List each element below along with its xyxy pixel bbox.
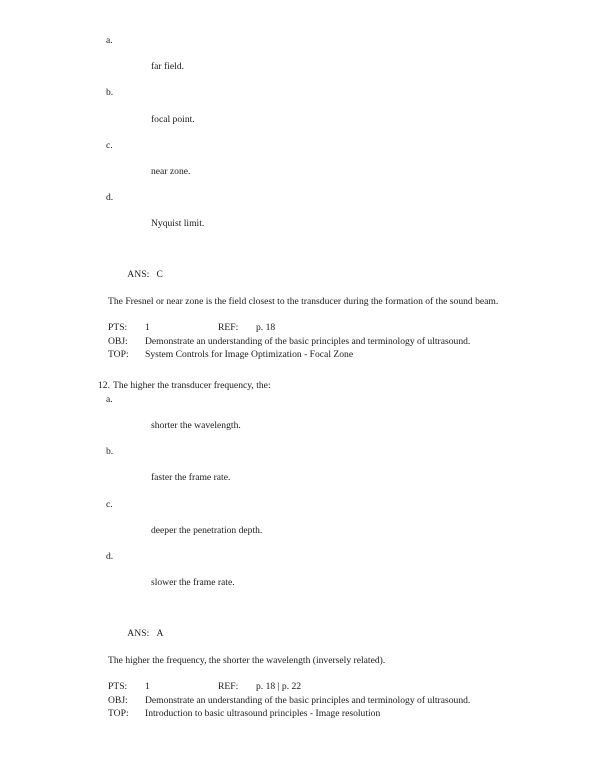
option-text: Nyquist limit. xyxy=(150,218,205,230)
option-letter: c. xyxy=(106,498,113,510)
answer-options-list-11 xyxy=(0,34,600,244)
option-text: deeper the penetration depth. xyxy=(150,524,263,536)
option-item[interactable] xyxy=(0,445,600,497)
option-letter: d. xyxy=(106,551,114,563)
pts-label: PTS: xyxy=(108,681,128,693)
pts-value: 1 xyxy=(145,322,150,334)
answer-options-list-12 xyxy=(0,393,600,603)
option-text: near zone. xyxy=(150,165,191,177)
obj-label: OBJ: xyxy=(108,335,128,347)
pts-label: PTS: xyxy=(108,322,128,334)
question-block-12 xyxy=(0,379,600,720)
meta-row-top xyxy=(108,707,600,720)
answer-value: C xyxy=(156,268,163,280)
option-item[interactable] xyxy=(0,191,600,243)
answer-label: ANS: xyxy=(127,268,150,280)
answer-label: ANS: xyxy=(127,627,150,639)
option-text: far field. xyxy=(150,61,185,73)
meta-row-top xyxy=(108,348,600,361)
ref-label: REF: xyxy=(218,322,239,334)
option-item[interactable] xyxy=(0,393,600,445)
obj-value: Demonstrate an understanding of the basic principles and terminology of ultrasound. xyxy=(145,694,471,706)
question-number: 12. xyxy=(98,380,110,392)
answer-explanation: The higher the frequency, the shorter the wavelength (inversely related). xyxy=(108,654,386,666)
top-label: TOP: xyxy=(108,349,129,361)
answer-row xyxy=(0,613,600,653)
meta-row-pts xyxy=(108,321,600,334)
option-item[interactable] xyxy=(0,498,600,550)
top-value: Introduction to basic ultrasound principles - Image resolution xyxy=(145,707,381,719)
option-letter: c. xyxy=(106,139,113,151)
question-metadata-11 xyxy=(0,321,600,361)
answer-value: A xyxy=(156,627,164,639)
ref-value: p. 18 xyxy=(256,322,276,334)
option-text: shorter the wavelength. xyxy=(150,420,241,432)
ref-label: REF: xyxy=(218,681,239,693)
option-letter: a. xyxy=(106,35,113,46)
obj-value: Demonstrate an understanding of the basic principles and terminology of ultrasound. xyxy=(145,335,471,347)
pts-value: 1 xyxy=(145,681,150,693)
option-text: focal point. xyxy=(150,113,195,125)
obj-label: OBJ: xyxy=(108,694,128,706)
option-text: slower the frame rate. xyxy=(150,577,235,589)
question-metadata-12 xyxy=(0,680,600,720)
meta-row-obj xyxy=(108,335,600,348)
page-content xyxy=(0,34,600,720)
meta-row-pts xyxy=(108,680,600,693)
question-block-11 xyxy=(0,34,600,361)
question-stem: The higher the transducer frequency, the: xyxy=(113,380,271,392)
option-item[interactable] xyxy=(0,34,600,86)
meta-row-obj xyxy=(108,694,600,707)
option-item[interactable] xyxy=(0,550,600,602)
top-value: System Controls for Image Optimization - Focal Zone xyxy=(145,349,354,361)
option-letter: b. xyxy=(106,87,114,99)
answer-explanation: The Fresnel or near zone is the field closest to the transducer during the formation of the sound beam. xyxy=(108,295,499,307)
option-letter: b. xyxy=(106,446,114,458)
option-letter: a. xyxy=(106,393,113,405)
question-stem-row xyxy=(0,379,600,392)
option-text: faster the frame rate. xyxy=(150,472,231,484)
answer-row xyxy=(0,255,600,295)
top-label: TOP: xyxy=(108,707,129,719)
option-letter: d. xyxy=(106,192,114,204)
ref-value: p. 18 | p. 22 xyxy=(256,681,302,693)
option-item[interactable] xyxy=(0,139,600,191)
option-item[interactable] xyxy=(0,86,600,138)
block-separator xyxy=(0,361,600,379)
